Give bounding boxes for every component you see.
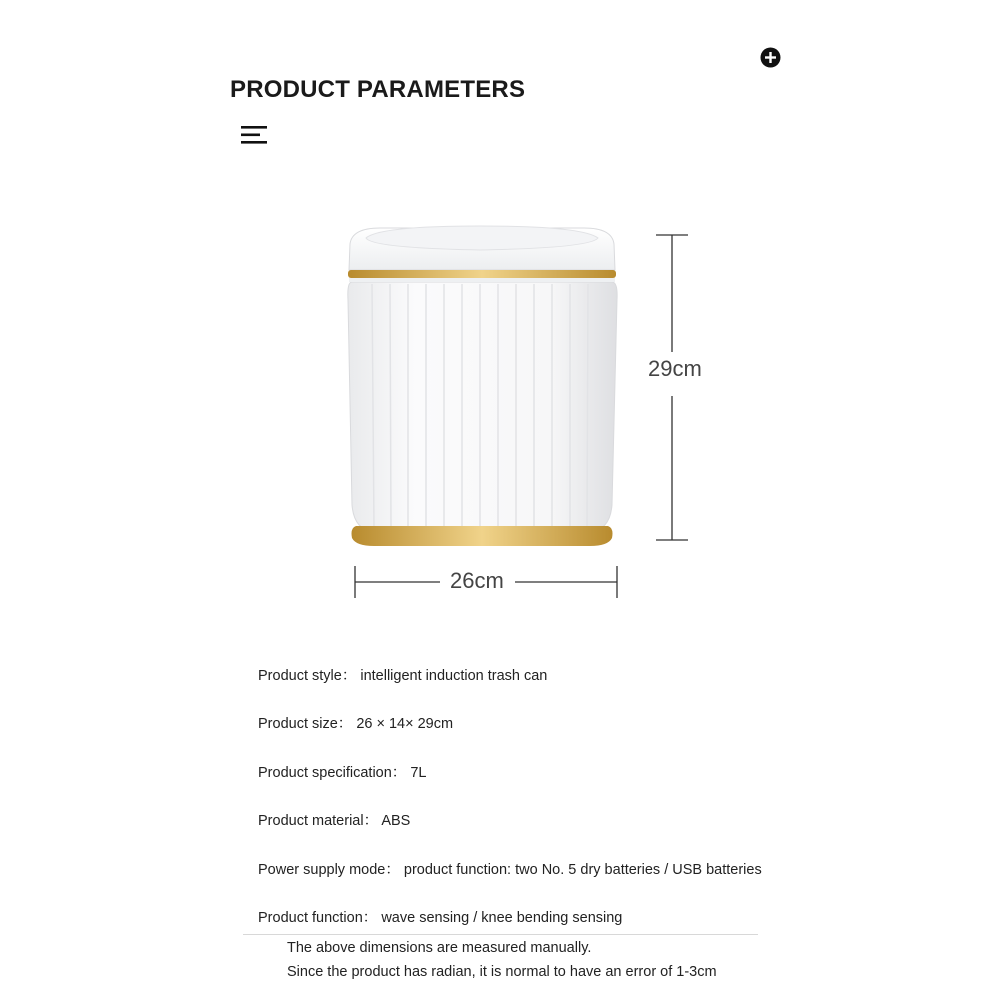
height-dimension-line: [656, 235, 688, 540]
divider: [243, 934, 758, 935]
spec-label: Product size：: [258, 716, 353, 733]
height-dimension-label: 29cm: [648, 356, 702, 381]
spec-value: product function: two No. 5 dry batteries / USB batteries: [403, 861, 762, 878]
spec-row-style: [258, 664, 762, 712]
spec-value: ABS: [381, 813, 411, 830]
spec-value: 7L: [410, 764, 427, 781]
trash-can-body: [348, 226, 617, 546]
spec-value: 26 × 14× 29cm: [356, 716, 454, 733]
measurement-notes: [287, 936, 717, 984]
page-title: PRODUCT PARAMETERS: [230, 76, 526, 103]
spec-label: Power supply mode：: [258, 861, 400, 878]
spec-row-size: [258, 712, 762, 760]
spec-label: Product style：: [258, 668, 357, 684]
note-line: Since the product has radian, it is normal to have an error of 1-3cm: [287, 964, 717, 980]
spec-value: wave sensing / knee bending sensing: [381, 909, 623, 926]
spec-label: Product function：: [258, 909, 378, 926]
spec-row-material: [258, 809, 762, 857]
width-dimension-label: 26cm: [450, 568, 504, 593]
spec-row-specification: [258, 761, 762, 809]
spec-list: [258, 664, 762, 954]
spec-label: Product specification：: [258, 764, 407, 781]
spec-row-power-supply: [258, 858, 762, 906]
spec-value: intelligent induction trash can: [360, 668, 548, 684]
note-line: The above dimensions are measured manually.: [287, 940, 592, 956]
spec-label: Product material：: [258, 813, 379, 830]
